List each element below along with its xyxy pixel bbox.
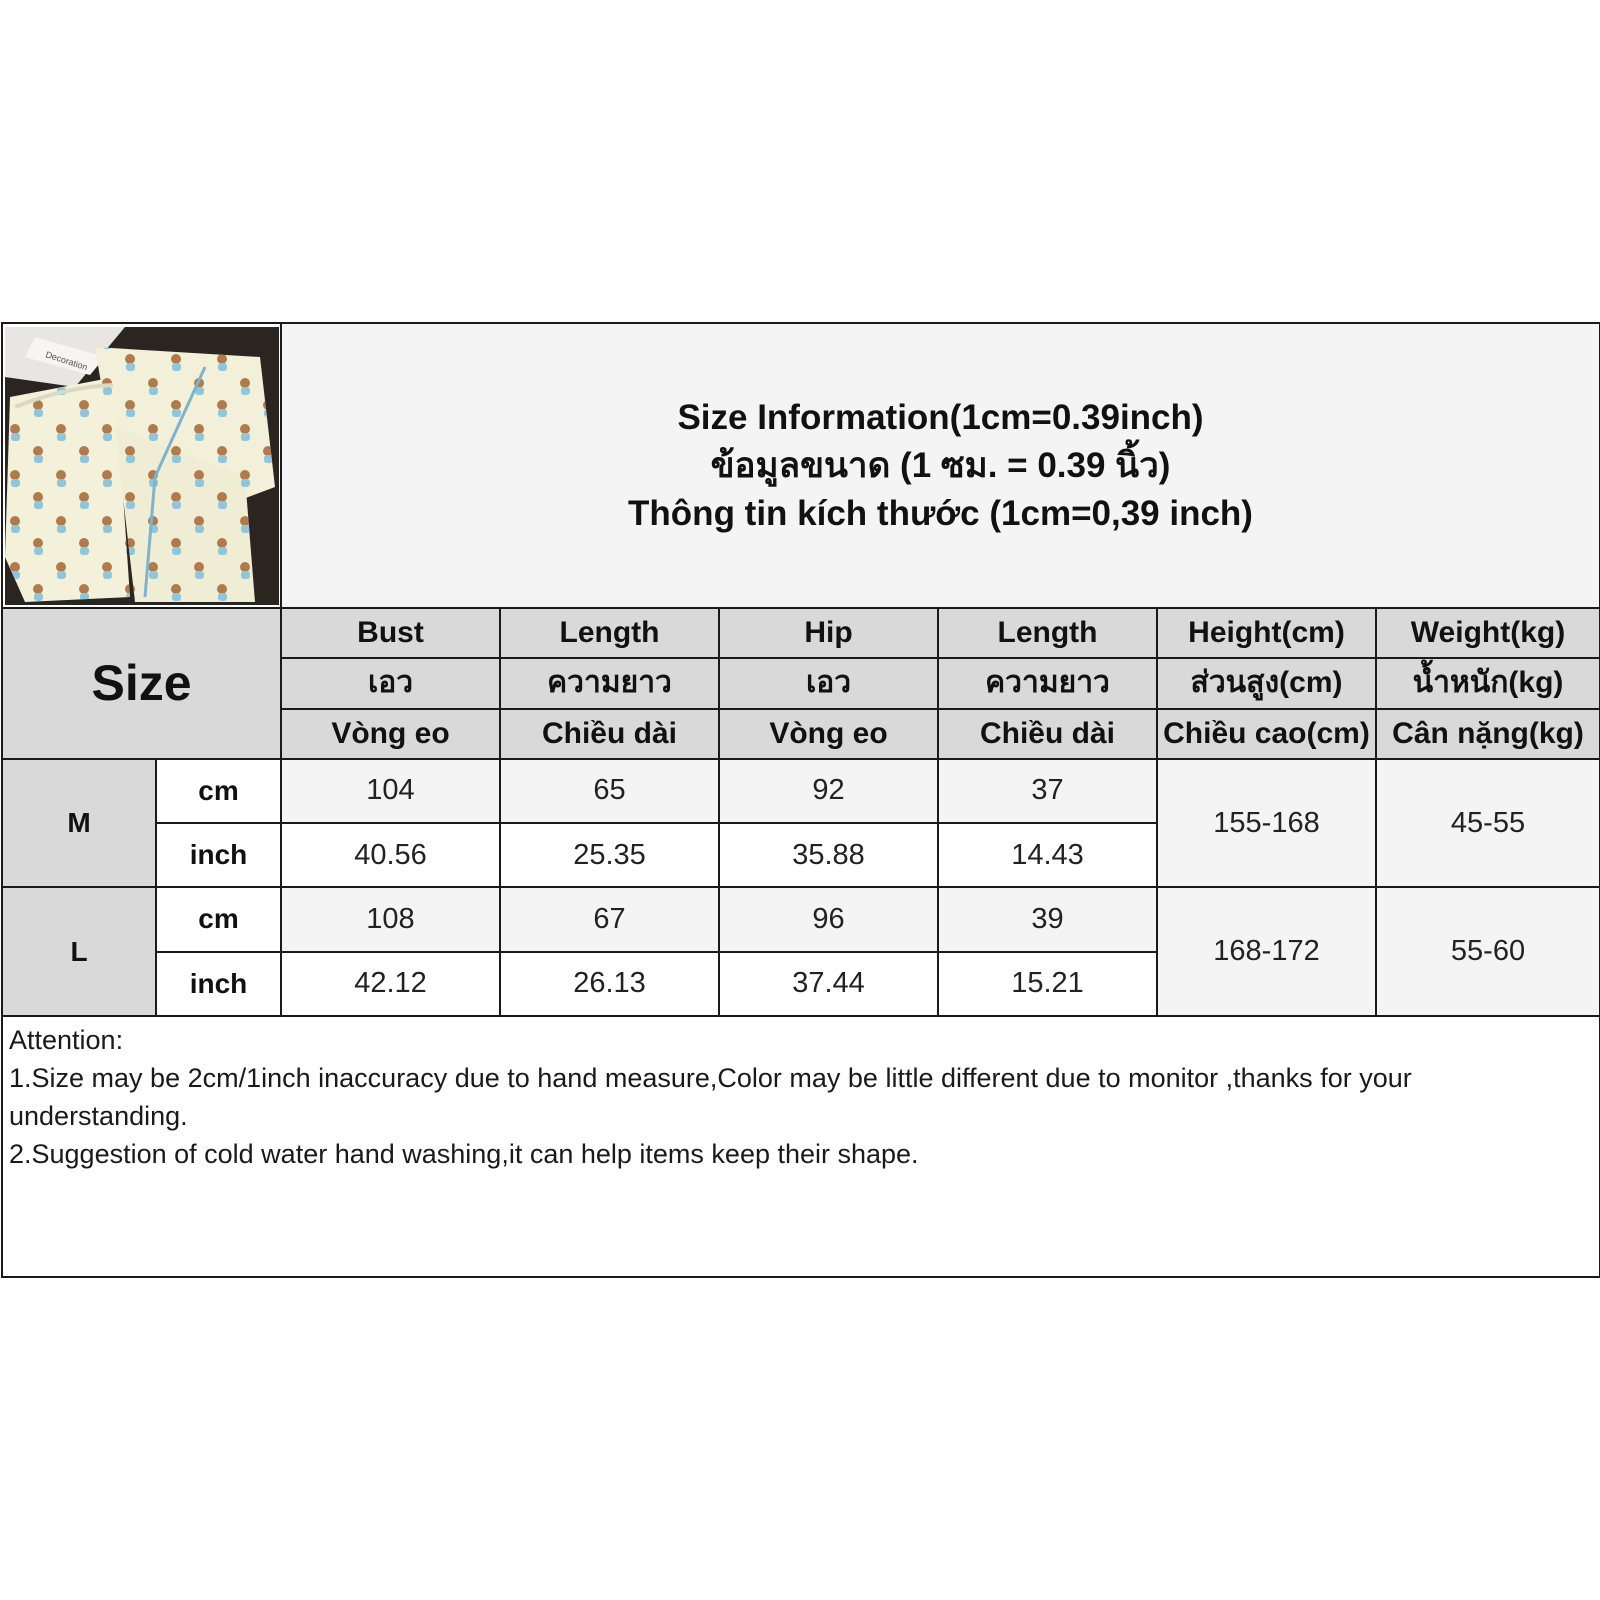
product-photo-cell	[2, 323, 281, 608]
height-range: 155-168	[1157, 759, 1376, 888]
col-header-en: Length	[500, 608, 719, 658]
col-header-vi: Chiều dài	[938, 709, 1157, 759]
table-cell: 35.88	[719, 823, 938, 887]
unit-label: inch	[156, 823, 281, 887]
col-header-th: เอว	[719, 658, 938, 708]
col-header-th: เอว	[281, 658, 500, 708]
title-english: Size Information(1cm=0.39inch)	[677, 397, 1204, 437]
col-header-vi: Vòng eo	[719, 709, 938, 759]
table-cell: 14.43	[938, 823, 1157, 887]
attention-notes	[2, 1016, 1600, 1277]
table-row	[2, 759, 1600, 823]
unit-label: cm	[156, 887, 281, 951]
col-header-th: น้ำหนัก(kg)	[1376, 658, 1600, 708]
weight-range: 45-55	[1376, 759, 1600, 888]
table-cell: 67	[500, 887, 719, 951]
col-header-vi: Cân nặng(kg)	[1376, 709, 1600, 759]
table-cell: 37	[938, 759, 1157, 823]
table-cell: 65	[500, 759, 719, 823]
pajama-set-illustration	[5, 327, 279, 605]
height-range: 168-172	[1157, 887, 1376, 1016]
svg-text:Decoration: Decoration	[44, 348, 89, 372]
col-header-th: ความยาว	[500, 658, 719, 708]
col-header-en: Bust	[281, 608, 500, 658]
table-cell: 26.13	[500, 952, 719, 1016]
size-header: Size	[2, 608, 281, 759]
note-1-continued: understanding.	[9, 1100, 188, 1131]
table-cell: 39	[938, 887, 1157, 951]
col-header-vi: Chiều cao(cm)	[1157, 709, 1376, 759]
table-cell: 25.35	[500, 823, 719, 887]
size-name: L	[2, 887, 156, 1016]
note-1: 1.Size may be 2cm/1inch inaccuracy due to hand measure,Color may be little different due to monitor ,thanks for your	[9, 1062, 1412, 1093]
table-cell: 37.44	[719, 952, 938, 1016]
title-thai: ข้อมูลขนาด (1 ซม. = 0.39 นิ้ว)	[710, 445, 1171, 485]
size-chart-table	[1, 322, 1600, 1278]
col-header-th: ส่วนสูง(cm)	[1157, 658, 1376, 708]
col-header-en: Weight(kg)	[1376, 608, 1600, 658]
col-header-en: Hip	[719, 608, 938, 658]
unit-label: inch	[156, 952, 281, 1016]
col-header-vi: Vòng eo	[281, 709, 500, 759]
table-cell: 108	[281, 887, 500, 951]
table-row	[2, 887, 1600, 951]
note-2: 2.Suggestion of cold water hand washing,it can help items keep their shape.	[9, 1138, 919, 1169]
table-cell: 96	[719, 887, 938, 951]
col-header-en: Length	[938, 608, 1157, 658]
table-cell: 40.56	[281, 823, 500, 887]
notes-heading: Attention:	[9, 1024, 124, 1055]
product-photo	[5, 327, 279, 605]
title-cell	[281, 323, 1600, 608]
table-cell: 92	[719, 759, 938, 823]
table-cell: 104	[281, 759, 500, 823]
size-name: M	[2, 759, 156, 888]
title-vietnamese: Thông tin kích thước (1cm=0,39 inch)	[628, 493, 1253, 533]
col-header-vi: Chiều dài	[500, 709, 719, 759]
table-cell: 15.21	[938, 952, 1157, 1016]
col-header-th: ความยาว	[938, 658, 1157, 708]
unit-label: cm	[156, 759, 281, 823]
weight-range: 55-60	[1376, 887, 1600, 1016]
table-cell: 42.12	[281, 952, 500, 1016]
col-header-en: Height(cm)	[1157, 608, 1376, 658]
